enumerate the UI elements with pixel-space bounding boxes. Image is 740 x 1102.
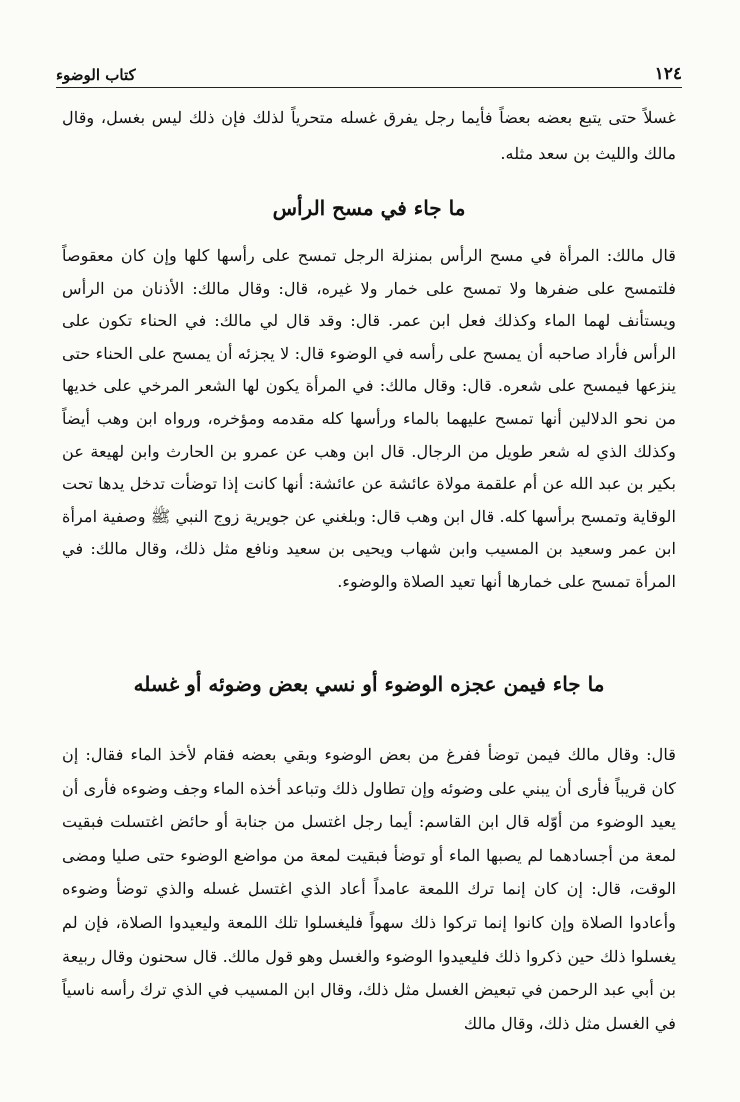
running-title: كتاب الوضوء — [56, 66, 136, 84]
head-wiping-paragraph: قال مالك: المرأة في مسح الرأس بمنزلة الرجل تمسح على رأسها كلها وإن كان معقوصاً فلتمسح على ضفرها ولا تمسح على خمار ولا غيره، قال: وقال مالك: الأذنان من الرأس ويستأنف لهما الماء وكذلك فعل ابن عمر. قال: وقد قال لي مالك: في الحناء تكون على الرأس فأراد صاحبه أن يمسح على رأسه في الوضوء قال: لا يجزئه أن يمسح على الحناء حتى ينزعها فيمسح على شعره. قال: وقال مالك: في المرأة يكون لها الشعر المرخي على خديها من نحو الدلالين أنها تمسح عليهما بالماء ورأسها كله مقدمه ومؤخره، ورواه ابن وهب أيضاً وكذلك الذي له شعر طويل من الرجال. قال ابن وهب عن عمرو بن الحارث وابن لهيعة عن بكير بن عبد الله عن أم علقمة مولاة عائشة عن عائشة: أنها كانت إذا توضأت تدخل يدها تحت الوقاية وتمسح برأسها كله. قال ابن وهب قال: وبلغني عن جويرية زوج النبي ﷺ وصفية امرأة ابن عمر وسعيد بن المسيب وابن شهاب ويحيى بن سعيد ونافع مثل ذلك، وقال مالك: في المرأة تمسح على خمارها أنها تعيد الصلاة والوضوء. — [62, 246, 676, 591]
section-heading-head-wiping: ما جاء في مسح الرأس — [272, 196, 466, 220]
section-heading-incomplete-wudu: ما جاء فيمن عجزه الوضوء أو نسي بعض وضوئه أو غسله — [133, 672, 605, 696]
page-header — [56, 40, 682, 88]
head-wiping-paragraph-block — [62, 240, 676, 599]
incomplete-wudu-paragraph-block — [62, 738, 676, 1040]
intro-paragraph: غسلاً حتى يتبع بعضه بعضاً فأيما رجل يفرق غسله متحرياً لذلك فإن ذلك ليس بغسل، وقال مالك والليث بن سعد مثله. — [62, 108, 676, 163]
page-number: ١٢٤ — [654, 64, 682, 84]
intro-paragraph-block — [62, 100, 676, 172]
incomplete-wudu-paragraph: قال: وقال مالك فيمن توضأ ففرغ من بعض الوضوء وبقي بعضه فقام لأخذ الماء فقال: إن كان قريباً فأرى أن يبني على وضوئه وإن تطاول ذلك وتباعد أخذه الماء وجف وضوءه فأرى أن يعيد الوضوء من أوّله قال ابن القاسم: أيما رجل اغتسل من جنابة أو حائض اغتسلت فبقيت لمعة من أجسادهما لم يصبها الماء أو توضأ فبقيت لمعة من مواضع الوضوء حتى صليا ومضى الوقت، قال: إن كان إنما ترك اللمعة عامداً أعاد الذي اغتسل غسله والذي توضأ وضوءه وأعادوا الصلاة وإن كانوا إنما تركوا ذلك سهواً فليغسلوا تلك اللمعة وليعيدوا الصلاة، فإن لم يغسلوا ذلك حين ذكروا ذلك فليعيدوا الوضوء والغسل وهو قول مالك. قال سحنون وقال ربيعة بن أبي عبد الرحمن في تبعيض الغسل مثل ذلك، وقال ابن المسيب في الذي ترك رأسه ناسياً في الغسل مثل ذلك، وقال مالك — [62, 745, 676, 1033]
